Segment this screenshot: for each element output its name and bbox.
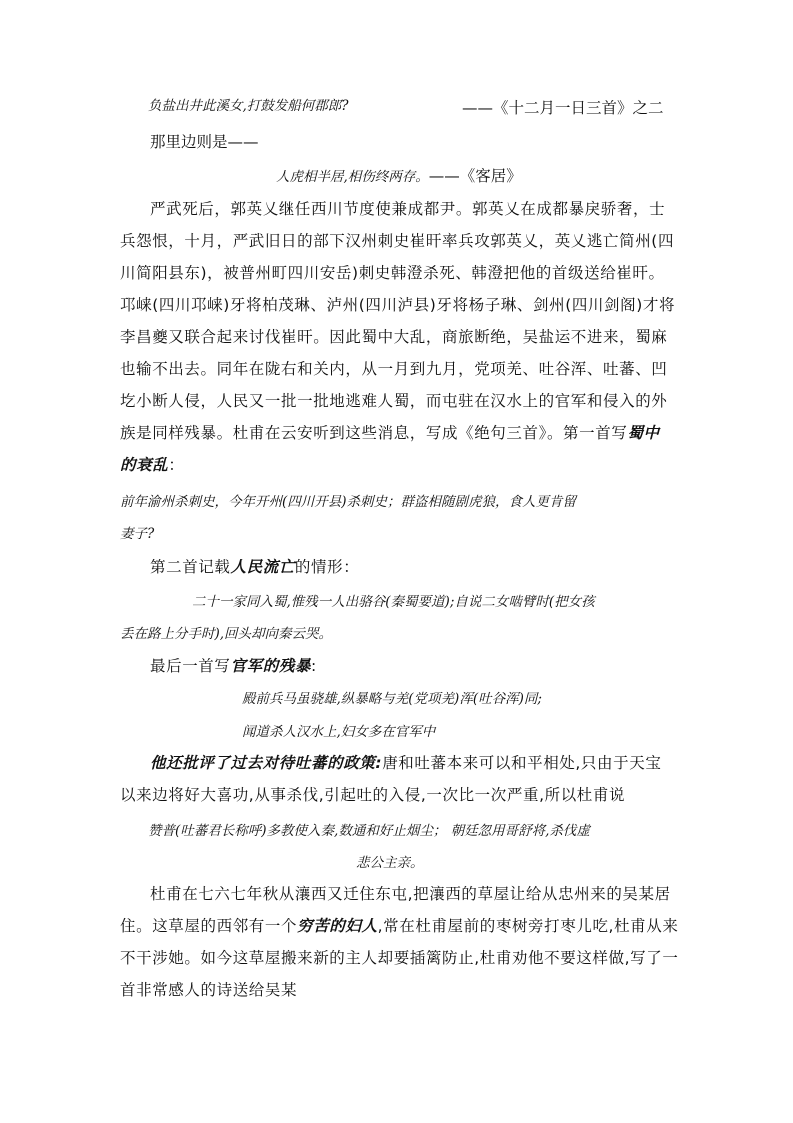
last-poem-intro-end: : <box>311 657 317 675</box>
paragraph-1-line-2: 兵怨恨，十月，严武旧日的部下汉州刺史崔旰率兵攻郭英乂，英乂逃亡简州(四 <box>120 232 675 250</box>
emphasis-poor-woman: 穷苦的妇人 <box>297 917 378 935</box>
poem-3-line-b: 闻道杀人汉水上,妇女多在官军中 <box>242 724 436 740</box>
second-poem-intro: 第二首记载 <box>150 558 231 576</box>
poem-line-1a: 负盐出井此溪女,打鼓发船何郡郎? <box>148 98 349 114</box>
paragraph-2-line-4: 首非常感人的诗送给吴某 <box>120 981 298 999</box>
paragraph-2-line-2: 住。这草屋的西邻有一个 <box>120 917 298 935</box>
criticism-line-2: 以来边将好大喜功,从事杀伐,引起吐的入侵,一次比一次严重,所以杜甫说 <box>120 786 626 804</box>
poem-line-3a: 人虎相半居,相伤终两存。 <box>276 169 429 185</box>
paragraph-2-line-2-end: ,常在杜甫屋前的枣树旁打枣儿吃,杜甫从来 <box>377 917 679 935</box>
poem-2-line-a: 二十一家同入蜀,惟残一人出骆谷(秦蜀要道);自说二女啮臂时(把女孩 <box>192 594 595 610</box>
emphasis-shu-zhong: 蜀中 <box>627 424 660 442</box>
poem-4-line-a: 赞普(吐蕃君长称呼)多教使入秦,数通和好止烟尘； 朝廷忽用哥舒将,杀伐虚 <box>148 823 590 839</box>
paragraph-1-line-4: 邛崃(四川邛崃)牙将柏茂琳、泸州(四川泸县)牙将杨子琳、剑州(四川剑阁)才将 <box>120 296 676 314</box>
paragraph-2-line-1: 杜甫在七六七年秋从瀼西又迁住东屯,把瀼西的草屋让给从忠州来的吴某居 <box>150 885 671 903</box>
paragraph-1-line-1: 严武死后，郭英乂继任西川节度使兼成都尹。郭英乂在成都暴戾骄奢，士 <box>150 200 666 218</box>
poem-1-line-b: 妻子? <box>120 526 155 542</box>
poem-source-1: ——《十二月一日三首》之二 <box>462 99 664 117</box>
emphasis-criticism: 他还批评了过去对待吐蕃的政策: <box>150 754 383 772</box>
paragraph-1-line-8: 族是同样残暴。杜甫在云安听到这些消息，写成《绝句三首》。第一首写 <box>120 424 628 442</box>
paragraph-1-line-6: 也输不出去。同年在陇右和关内，从一月到九月，党项羌、吐谷浑、吐蕃、凹 <box>120 360 668 378</box>
criticism-rest: 唐和吐蕃本来可以和平相处,只由于天宝 <box>382 754 662 772</box>
paragraph-1-line-7: 圪小断人侵，人民又一批一批地逃难人蜀，而屯驻在汉水上的官军和侵入的外 <box>120 392 668 410</box>
emphasis-decline: 的衰乱 <box>120 456 169 474</box>
poem-3-line-a: 殿前兵马虽骁雄,纵暴略与羌(党项羌)浑(吐谷浑)同; <box>242 691 542 707</box>
paragraph-2-line-3: 不干涉她。如今这草屋搬来新的主人却要插篱防止,杜甫劝他不要这样做,写了一 <box>120 949 679 967</box>
colon: ： <box>168 456 185 474</box>
line-2: 那里边则是—— <box>150 133 259 151</box>
poem-4-line-b: 悲公主亲。 <box>356 855 424 871</box>
last-poem-intro: 最后一首写 <box>150 657 231 675</box>
emphasis-army-brutality: 官军的残暴 <box>230 657 312 675</box>
emphasis-refugees: 人民流亡 <box>230 558 295 576</box>
second-poem-intro-end: 的情形： <box>294 558 360 576</box>
poem-1-line-a: 前年渝州杀刺史，今年开州(四川开县)杀刺史；群盗相随剧虎狼，食人更肯留 <box>120 494 577 510</box>
paragraph-1-line-5: 李昌夔又联合起来讨伐崔旰。因此蜀中大乱，商旅断绝，吴盐运不进来，蜀麻 <box>120 328 668 346</box>
poem-source-3: ——《客居》 <box>428 167 522 185</box>
poem-2-line-b: 丢在路上分手时),回头却向秦云哭。 <box>120 626 333 642</box>
paragraph-1-line-3: 川简阳县东)，被普州町四川安岳)刺史韩澄杀死、韩澄把他的首级送给崔旰。 <box>120 264 665 282</box>
